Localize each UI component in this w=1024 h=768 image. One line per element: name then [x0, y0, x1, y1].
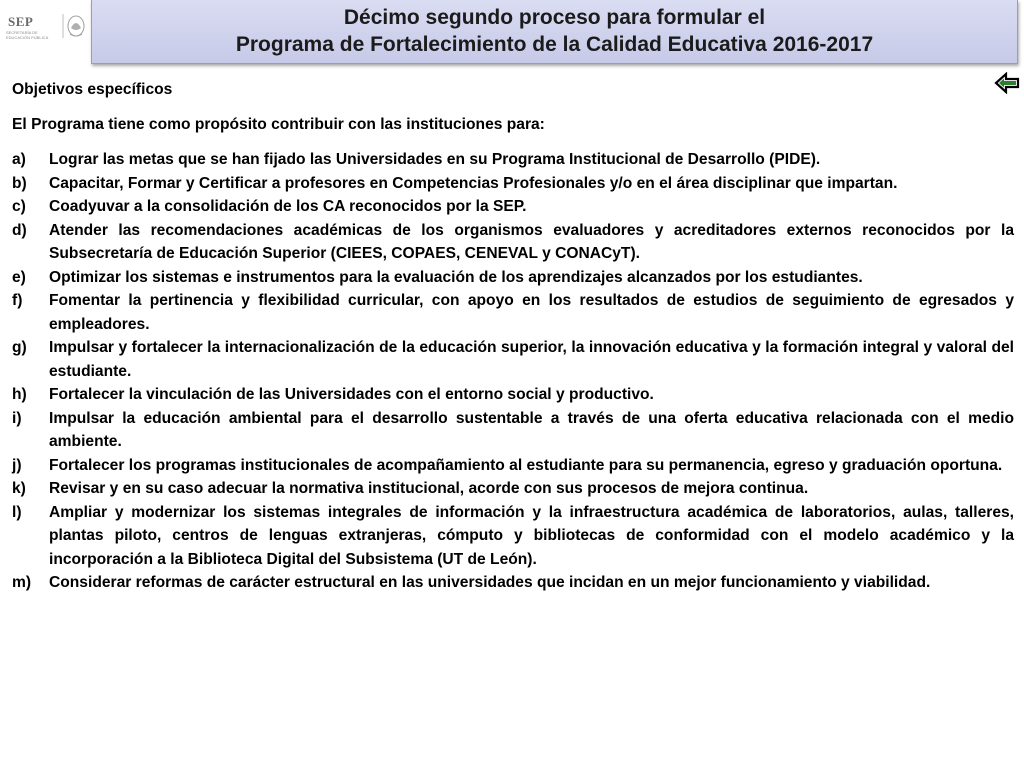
item-text: Capacitar, Formar y Certificar a profesores en Competencias Profesionales y/o en el área disciplinar que impartan.: [49, 174, 898, 192]
item-label: f): [12, 292, 23, 309]
item-text: Fortalecer los programas institucionales de acompañamiento al estudiante para su permanencia, egreso y graduación oportuna.: [49, 456, 1003, 474]
item-label: b): [12, 174, 27, 192]
list-item: [12, 266, 1014, 290]
list-item: [12, 501, 1014, 572]
objectives-list: [12, 148, 1014, 595]
title-banner: [91, 0, 1018, 64]
objectives-content: [12, 78, 1014, 595]
sep-logo: [0, 0, 92, 62]
list-item: [12, 407, 1014, 454]
item-label: h): [12, 386, 27, 403]
item-text: Ampliar y modernizar los sistemas integrales de información y la infraestructura académica de laboratorios, aulas, talleres, plantas piloto, centros de lenguas extranjeras, cómputo y bibliotecas de conformidad con el modelo académico y la incorporación a la Biblioteca Digital del Subsistema (UT de León).: [49, 503, 1014, 568]
item-label: k): [12, 480, 26, 497]
item-label: a): [12, 151, 26, 168]
item-text: Atender las recomendaciones académicas de los organismos evaluadores y acreditadores externos reconocidos por la Subsecretaría de Educación Superior (CIEES, COPAES, CENEVAL y CONACyT).: [49, 221, 1014, 262]
list-item: [12, 477, 1014, 501]
page-title-line1: Décimo segundo proceso para formular el: [343, 6, 766, 29]
item-label: l): [12, 503, 22, 521]
page-title-line2: Programa de Fortalecimiento de la Calidad Educativa 2016-2017: [235, 33, 874, 56]
sep-logo-subtitle: SECRETARÍA DE EDUCACIÓN PÚBLICA: [6, 30, 49, 40]
item-text: Optimizar los sistemas e instrumentos para la evaluación de los aprendizajes alcanzados por los estudiantes.: [49, 268, 863, 286]
item-text: Coadyuvar a la consolidación de los CA reconocidos por la SEP.: [49, 198, 527, 215]
item-label: g): [12, 339, 27, 356]
intro-text: El Programa tiene como propósito contribuir con las instituciones para:: [12, 115, 545, 133]
list-item: [12, 148, 1014, 172]
mexico-coat-of-arms-icon: [62, 12, 86, 40]
item-text: Lograr las metas que se han fijado las Universidades en su Programa Institucional de Desarrollo (PIDE).: [49, 151, 821, 168]
item-text: Considerar reformas de carácter estructural en las universidades que incidan en un mejor funcionamiento y viabilidad.: [49, 574, 931, 591]
list-item: [12, 172, 1014, 196]
item-label: c): [12, 198, 26, 215]
list-item: [12, 571, 1014, 595]
list-item: [12, 336, 1014, 383]
item-label: m): [12, 574, 32, 591]
item-text: Fortalecer la vinculación de las Universidades con el entorno social y productivo.: [49, 386, 654, 403]
item-label: j): [12, 456, 22, 474]
item-label: i): [12, 409, 22, 427]
list-item: [12, 454, 1014, 478]
item-text: Fomentar la pertinencia y flexibilidad curricular, con apoyo en los resultados de estudios de seguimiento de egresados y empleadores.: [49, 292, 1014, 333]
sep-logo-text: SEP: [8, 14, 34, 29]
list-item: [12, 195, 1014, 219]
item-text: Impulsar y fortalecer la internacionalización de la educación superior, la innovación educativa y la formación integral y valoral del estudiante.: [49, 339, 1014, 380]
item-label: d): [12, 221, 27, 239]
item-text: Impulsar la educación ambiental para el desarrollo sustentable a través de una oferta educativa relacionada con el medio ambiente.: [49, 409, 1014, 450]
list-item: [12, 289, 1014, 336]
section-heading: Objetivos específicos: [12, 81, 173, 98]
item-text: Revisar y en su caso adecuar la normativa institucional, acorde con sus procesos de mejora continua.: [49, 480, 809, 497]
list-item: [12, 383, 1014, 407]
item-label: e): [12, 268, 26, 286]
list-item: [12, 219, 1014, 266]
